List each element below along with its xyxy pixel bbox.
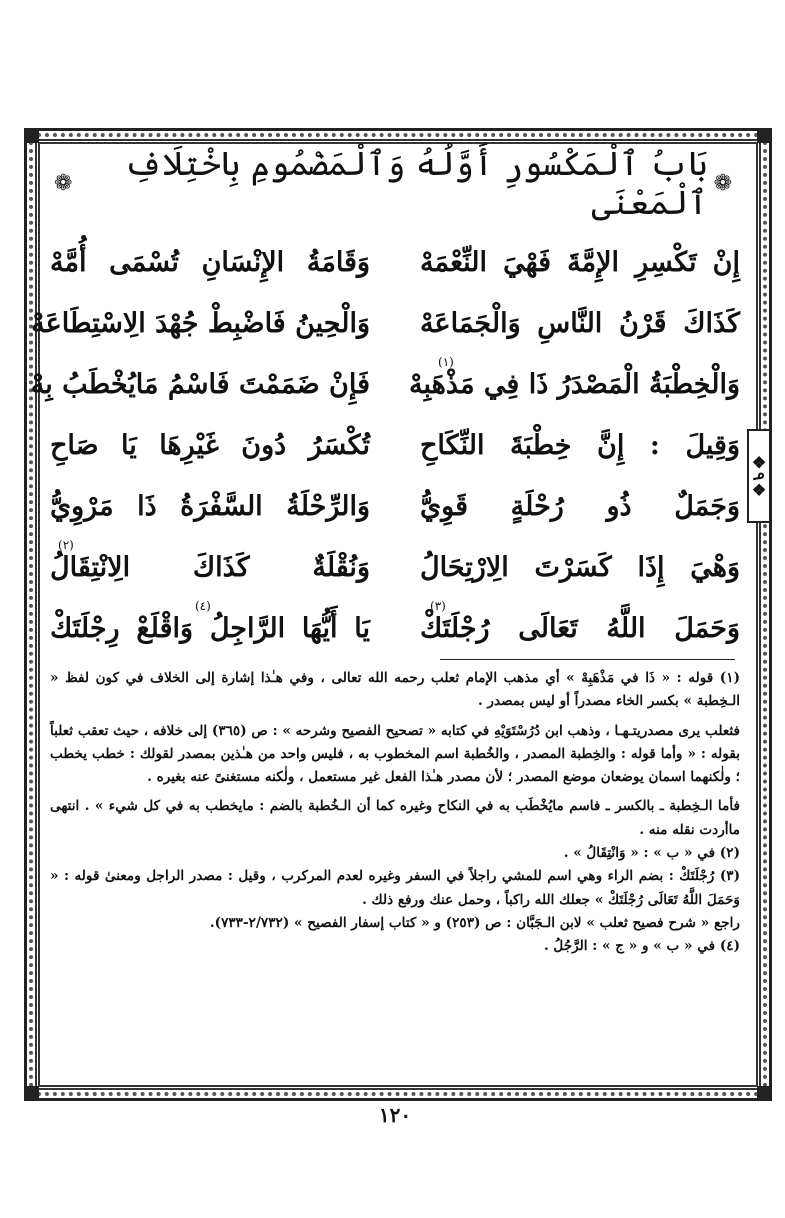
footnote-marker: (٢) [58, 537, 74, 552]
verse-line [50, 537, 740, 593]
ornament-icon: ❁ [54, 170, 73, 196]
page-number: ١٢٠ [335, 1103, 455, 1131]
footnote-4: (٤) في « ب » و « ج » : الرَّجُلُ . [543, 938, 740, 955]
verse-first-hemistich [409, 354, 740, 400]
footnote-3: (٣) رُجْلَتَكْ : بضم الراء وهي اسم للمشي راجلاً في السفر وغيره لعدم المركرب ، وقيل : مصدر الراجل ومعنىٰ قوله : « وَحَمَلَ اللَّهُ تَعَالَى رُجْلَتَكْ » جعلك الله راكباً ، وحمل عنك ورفع ذلك . [50, 868, 740, 908]
verse-line [50, 236, 740, 288]
ornament-icon: ❁ [713, 170, 732, 196]
footnote-marker: (٣) [430, 598, 446, 613]
verse-text: وَالْخِطْبَةُ الْمَصْدَرُ ذَا فِي مَذْهَبِهْ [409, 368, 740, 400]
footnote-separator [440, 659, 735, 660]
footnote-1-cont: فأما الـخِطبة ـ بالكسر ـ فاسم مايُخْطَب به في النكاح وغيره كما أن الـخُطبة بالضم : مايخطب به في كل شيء » . انتهى ماأردت نقله منه . [50, 798, 740, 838]
corner-ornament [757, 1086, 771, 1100]
verse-first-hemistich: كَذَاكَ قَرْنُ النَّاسِ وَالْجَمَاعَهْ [420, 307, 740, 339]
corner-ornament [25, 129, 39, 143]
verse-first-hemistich: إِنْ تَكْسِرِ الإِمَّةَ فَهْيَ النِّعْمَهْ [420, 246, 740, 278]
verse-line [30, 354, 740, 410]
footnote-1: (١) قوله : « ذَا في مَذْهَبِهْ » أي مذهب الإمام ثعلب رحمه الله تعالى ، وفي هـٰذا إشارة إلى الخلاف في كون لفظ « الـخِطبة » بكسر الخاء مصدراً أو ليس بمصدر . [50, 670, 740, 710]
verse-second-hemistich: تُكْسَرُ دُونَ غَيْرِهَا يَا صَاحِ [50, 429, 370, 461]
corner-ornament [25, 1086, 39, 1100]
verse-first-hemistich: وَهْيَ إِذَا كَسَرْتَ الِارْتِحَالُ [420, 551, 740, 583]
side-section-tab: ❖٩❖ [747, 429, 771, 523]
corner-ornament [757, 129, 771, 143]
chapter-title [48, 144, 738, 222]
verse-second-hemistich: فَإِنْ ضَمَمْتَ فَاسْمُ مَايُخْطَبُ بِهْ [30, 368, 370, 400]
verse-text: وَحَمَلَ اللَّهُ تَعَالَى رُجْلَتَكْ [420, 612, 740, 644]
verse-second-hemistich [50, 537, 370, 583]
verse-first-hemistich: وَجَمَلٌ ذُو رُحْلَةٍ قَوِيُّ [420, 490, 740, 522]
verse-second-hemistich: وَقَامَةُ الإِنْسَانِ تُسْمَى أُمَّهْ [50, 246, 370, 278]
verse-first-hemistich: وَقِيلَ : إِنَّ خِطْبَةَ النِّكَاحِ [420, 429, 740, 461]
footnote-marker: (٤) [195, 598, 211, 613]
verse-second-hemistich: وَالرِّحْلَةُ السَّفْرَةُ ذَا مَرْوِيُّ [50, 490, 370, 522]
verse-line [31, 297, 740, 349]
chapter-title-text: بَابُ ٱلْمَكْسُورِ أَوَّلُهُ وَٱلْمَضْمُومِ بِاخْتِلَافِ ٱلْمَعْنَى [124, 144, 708, 222]
verse-first-hemistich [420, 598, 740, 644]
footnote-1-cont: فثعلب يرى مصدريتـهـا ، وذهب ابن دُرُسْتَوَيْهِ في كتابه « تصحيح الفصيح وشرحه » : ص (٣٦٥) إلى خلافه ، حيث تعقب ثعلباً بقوله : « وأما قوله : والخِطبة المصدر ، والخُطبة اسم المخطوب به ، فليس واحد من هـٰذين بمصدر لقولك : خطب يخطب ؛ ولٰكنهما اسمان يوضعان موضع المصدر ؛ لأن مصدر هـٰذا الفعل غير مستعمل ، ولٰكنه مستغنىً عنه بغيره . [50, 722, 740, 786]
verse-text: يَا أَيُّهَا الرَّاجِلُ وَاقْلَعْ رِجْلَتَكْ [50, 612, 370, 644]
footnote-2: (٢) في « ب » : « وَانْتِقَالُ » . [563, 845, 740, 862]
footnotes [50, 667, 740, 959]
verse-second-hemistich: وَالْحِينُ فَاضْبِطْ جُهْدَ الِاسْتِطَاعَهْ [31, 307, 370, 339]
footnote-3-cont: راجع « شرح فصيح ثعلب » لابن الـجَبَّان : ص (٢٥٣) و « كتاب إسفار الفصيح » (٢/٧٣٢-٧٣٣). [209, 914, 740, 931]
verse-second-hemistich [50, 598, 370, 644]
verse-line [50, 598, 740, 654]
verse-text: وَنُقْلَةٌ كَذَاكَ الِانْتِقَالُ [50, 551, 370, 583]
verse-line [50, 480, 740, 532]
verse-line [50, 419, 740, 471]
footnote-marker: (١) [438, 354, 454, 369]
